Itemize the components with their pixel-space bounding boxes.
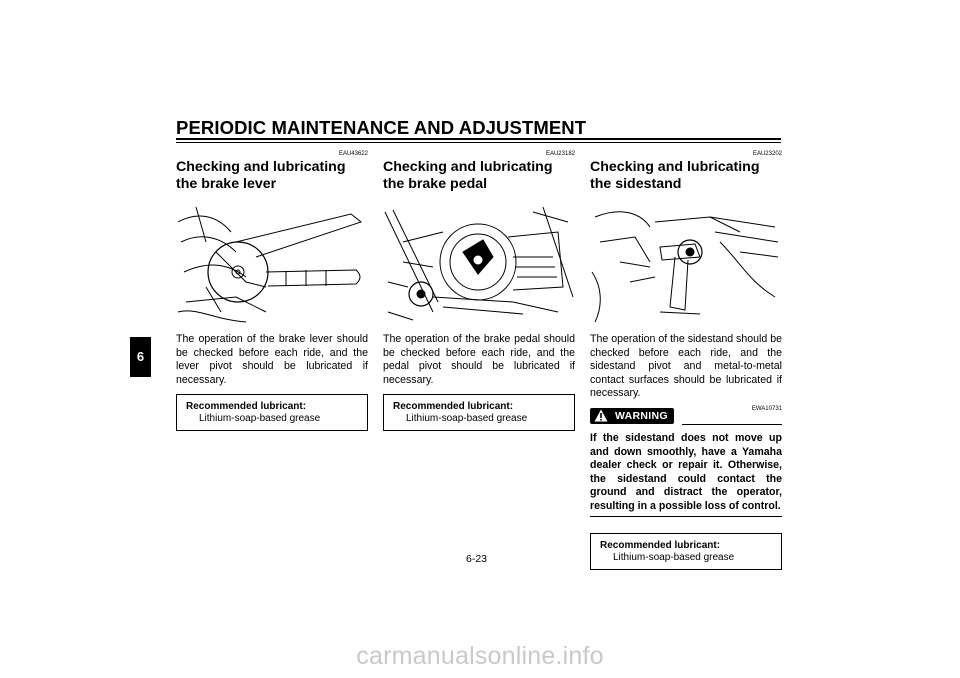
section-body: The operation of the sidestand should be checked before each ride, and the sidestand pivot and metal-to-metal contact surfaces should be lubricated if necessary.: [590, 333, 783, 400]
page-number: 6-23: [466, 553, 488, 565]
lubricant-label: Recommended lubricant:: [393, 401, 514, 413]
lubricant-box: [383, 394, 575, 431]
warning-text: If the sidestand does not move up and down smoothly, have a Yamaha dealer check or repair it. Otherwise, the sidestand could contact the ground and distract the operator, resulting in a possible loss of control.: [590, 431, 782, 512]
lubricant-label: Recommended lubricant:: [186, 401, 307, 413]
warning-triangle-icon: [594, 409, 608, 427]
warning-rule-bottom: [590, 516, 782, 517]
header-rule-thin: [176, 142, 781, 143]
lubricant-value: Lithium-soap-based grease: [613, 551, 735, 563]
warning-rule-top: [682, 424, 782, 425]
section-body: The operation of the brake pedal should be checked before each ride, and the pedal pivot should be lubricated if necessary.: [383, 333, 575, 386]
section-body: The operation of the brake lever should be checked before each ride, and the lever pivot should be lubricated if necessary.: [176, 333, 368, 386]
chapter-tab: 6: [130, 337, 151, 377]
header-rule: [176, 138, 781, 140]
brake-lever-illustration: [176, 202, 368, 324]
section-code: EAU23182: [545, 151, 575, 157]
warning-code: EWA10731: [751, 405, 782, 412]
section-brake-lever: [176, 150, 368, 431]
section-sidestand: [590, 150, 782, 570]
sidestand-illustration: [590, 202, 782, 324]
section-code: EAU43622: [338, 151, 368, 157]
section-title: Checking and lubricating the brake lever: [176, 159, 346, 192]
warning-label: WARNING: [615, 409, 668, 422]
section-brake-pedal: [383, 150, 575, 431]
lubricant-value: Lithium-soap-based grease: [406, 413, 528, 425]
section-title: Checking and lubricating the sidestand: [590, 159, 760, 192]
lubricant-box: [176, 394, 368, 431]
watermark: carmanualsonline.info: [356, 642, 604, 670]
lubricant-label: Recommended lubricant:: [600, 539, 721, 551]
warning-header: [590, 406, 782, 428]
lubricant-box: [590, 533, 782, 570]
page-header-title: PERIODIC MAINTENANCE AND ADJUSTMENT: [176, 117, 587, 138]
section-code: EAU23202: [752, 151, 782, 157]
section-title: Checking and lubricating the brake pedal: [383, 159, 553, 192]
brake-pedal-illustration: [383, 202, 575, 324]
warning-badge: [590, 408, 674, 424]
lubricant-value: Lithium-soap-based grease: [199, 413, 321, 425]
